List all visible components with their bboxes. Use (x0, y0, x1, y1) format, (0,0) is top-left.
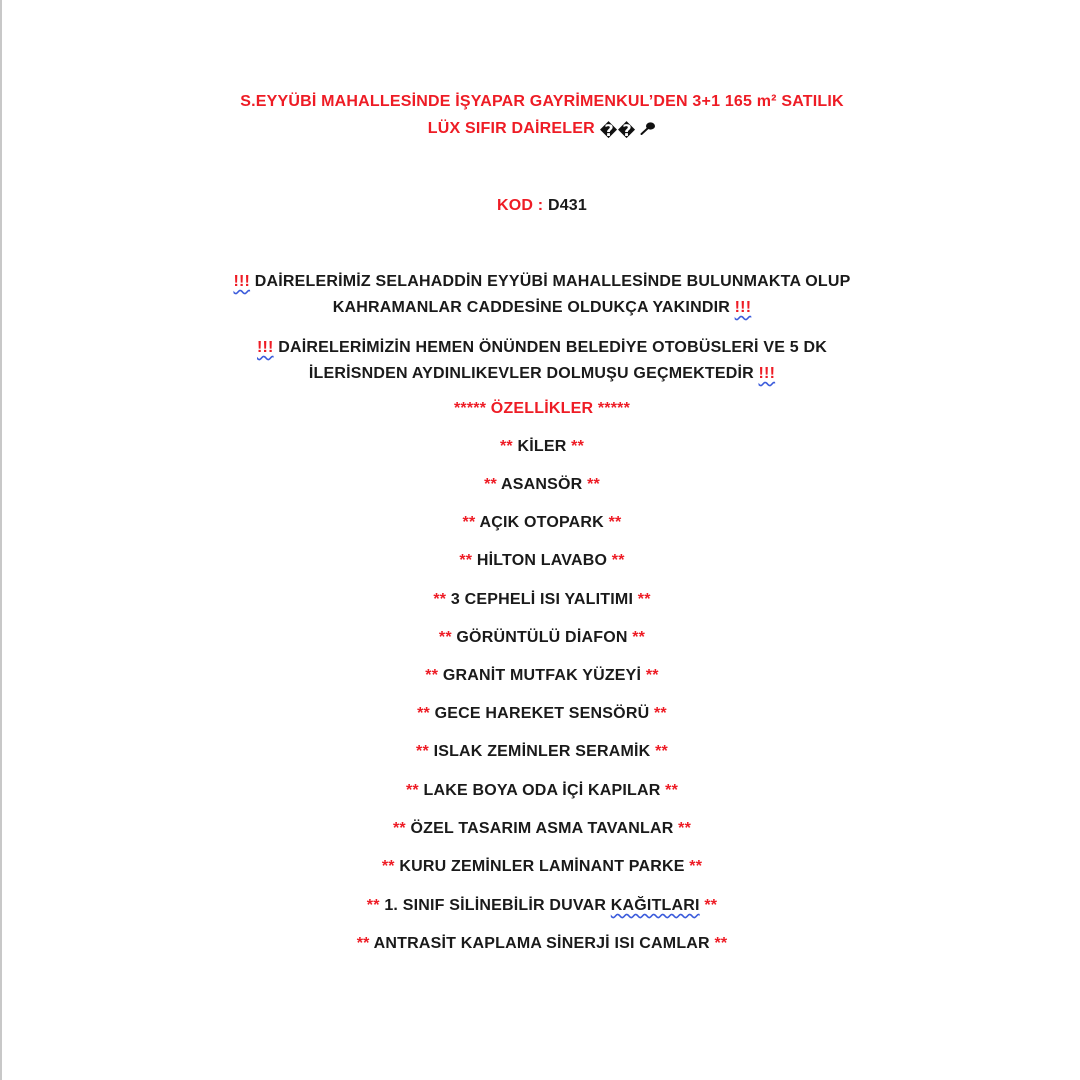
bullet-stars: ** (655, 743, 668, 760)
bullet-stars: ** (611, 552, 625, 569)
feature-label: KURU ZEMİNLER LAMİNANT PARKE (399, 858, 685, 875)
bullet-stars: ** (689, 858, 703, 875)
bullet-stars: ** (571, 438, 585, 455)
note-2-line-2 (2, 364, 1080, 384)
feature-item (2, 704, 1080, 724)
note-1-text-2: KAHRAMANLAR CADDESİNE OLDUKÇA YAKINDIR (332, 299, 730, 316)
feature-label: ANTRASİT KAPLAMA SİNERJİ ISI CAMLAR (373, 935, 710, 952)
feature-item (2, 551, 1080, 571)
feature-item (2, 513, 1080, 533)
note-2-marker-start: !!! (257, 339, 274, 356)
title-text-2: LÜX SIFIR DAİRELER (427, 120, 595, 137)
bullet-stars: ** (499, 438, 513, 455)
feature-item (2, 934, 1080, 954)
code-value: D431 (547, 197, 588, 214)
heading-label: ÖZELLİKLER (490, 400, 594, 417)
bullet-stars: ** (665, 782, 679, 799)
feature-label: LAKE BOYA ODA İÇİ KAPILAR (423, 782, 661, 799)
bullet-stars: ** (632, 629, 646, 646)
code-label: KOD : (496, 197, 544, 214)
note-2-line-1 (2, 338, 1080, 358)
bullet-stars: ** (416, 743, 429, 760)
bullet-stars: ** (417, 705, 430, 722)
feature-item (2, 666, 1080, 686)
bullet-stars: ** (714, 935, 728, 952)
bullet-stars: ** (459, 552, 473, 569)
bullet-stars: ** (433, 591, 447, 608)
feature-label: AÇIK OTOPARK (479, 514, 604, 531)
feature-item (2, 628, 1080, 648)
bullet-stars: ** (678, 820, 691, 837)
code-line (2, 196, 1080, 216)
feature-label: 1. SINIF SİLİNEBİLİR DUVAR (384, 897, 607, 914)
note-1-marker-end: !!! (734, 299, 752, 316)
bullet-stars: ** (438, 629, 452, 646)
feature-label: ASANSÖR (500, 476, 583, 493)
bullet-stars: ** (587, 476, 600, 493)
feature-item (2, 475, 1080, 495)
pin-icon (640, 121, 656, 135)
feature-label: KİLER (517, 438, 567, 455)
note-1-line-2 (2, 298, 1080, 318)
feature-item (2, 819, 1080, 839)
replacement-glyphs: �� (599, 123, 636, 140)
feature-item (2, 742, 1080, 762)
feature-label: GÖRÜNTÜLÜ DİAFON (456, 629, 628, 646)
title-line-2 (2, 119, 1080, 142)
bullet-stars: ** (645, 667, 659, 684)
feature-label: ISLAK ZEMİNLER SERAMİK (433, 743, 651, 760)
bullet-stars: ** (425, 667, 439, 684)
bullet-stars: ** (393, 820, 406, 837)
bullet-stars: ** (608, 514, 622, 531)
bullet-stars: ** (704, 897, 718, 914)
bullet-stars: ** (637, 591, 651, 608)
feature-label: GRANİT MUTFAK YÜZEYİ (442, 667, 642, 684)
feature-label-spellcheck: KAĞITLARI (610, 897, 700, 914)
features-heading (2, 399, 1080, 419)
bullet-stars: ** (484, 476, 497, 493)
feature-label: GECE HAREKET SENSÖRÜ (434, 705, 650, 722)
bullet-stars: ** (405, 782, 419, 799)
note-1-line-1 (2, 272, 1080, 292)
heading-stars-left: ***** (453, 400, 487, 417)
bullet-stars: ** (654, 705, 667, 722)
feature-label: HİLTON LAVABO (476, 552, 608, 569)
note-2-text-2: İLERİSNDEN AYDINLIKEVLER DOLMUŞU GEÇMEKTEDİR (308, 365, 754, 382)
note-1-text-1: DAİRELERİMİZ SELAHADDİN EYYÜBİ MAHALLESİNDE BULUNMAKTA OLUP (254, 273, 851, 290)
note-2-marker-end: !!! (758, 365, 776, 382)
feature-item (2, 590, 1080, 610)
feature-item (2, 781, 1080, 801)
feature-item (2, 896, 1080, 916)
heading-stars-right: ***** (597, 400, 631, 417)
title-line-1 (2, 92, 1080, 112)
bullet-stars: ** (366, 897, 380, 914)
bullet-stars: ** (381, 858, 395, 875)
title-text-1: S.EYYÜBİ MAHALLESİNDE İŞYAPAR GAYRİMENKUL’DEN 3+1 165 m² SATILIK (240, 93, 844, 110)
note-1-marker-start: !!! (233, 273, 251, 290)
note-2-text-1: DAİRELERİMİZİN HEMEN ÖNÜNDEN BELEDİYE OTOBÜSLERİ VE 5 DK (278, 339, 827, 356)
bullet-stars: ** (356, 935, 370, 952)
bullet-stars: ** (462, 514, 476, 531)
feature-label: ÖZEL TASARIM ASMA TAVANLAR (410, 820, 674, 837)
feature-item (2, 857, 1080, 877)
feature-item (2, 437, 1080, 457)
feature-label: 3 CEPHELİ ISI YALITIMI (450, 591, 634, 608)
